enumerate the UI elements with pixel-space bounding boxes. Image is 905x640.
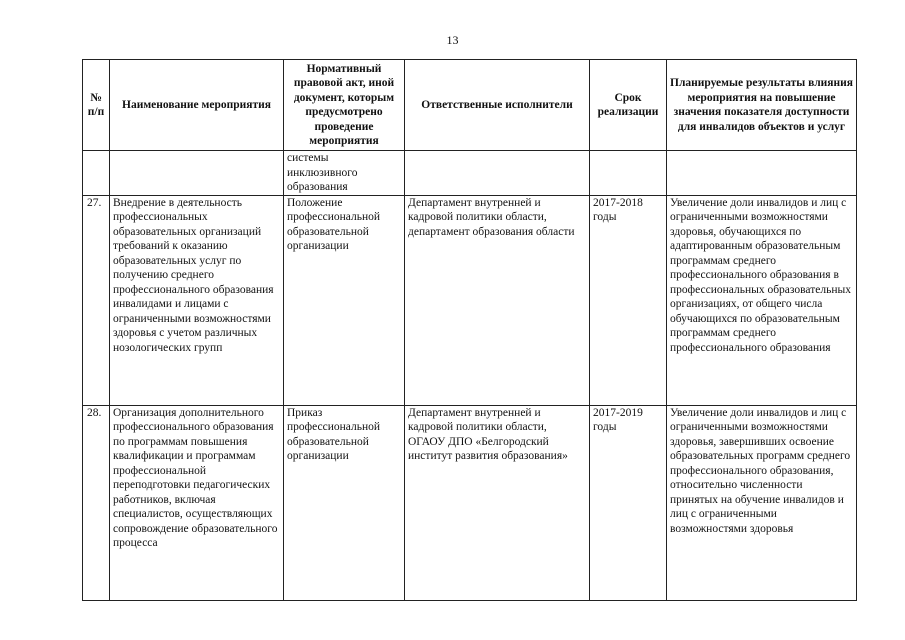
row-result: Увеличение доли инвалидов и лиц с ограниченными возможностями здоровья, обучающихся по адаптированным образовательным программам среднего профессионального образования в профессиональных образовательных организациях, от общего числа обучающихся по образовательным программам среднего профессионального образования — [667, 195, 857, 405]
cell-empty — [83, 151, 110, 196]
header-executors: Ответственные исполнители — [405, 60, 590, 151]
header-document: Нормативный правовой акт, иной документ, которым предусмотрено проведение мероприятия — [284, 60, 405, 151]
continuation-document: системы инклюзивного образования — [284, 151, 405, 196]
cell-empty — [590, 151, 667, 196]
page-number: 13 — [446, 33, 459, 47]
row-term: 2017-2019 годы — [590, 405, 667, 600]
header-term: Срок реализации — [590, 60, 667, 151]
row-result: Увеличение доли инвалидов и лиц с ограниченными возможностями здоровья, завершивших освоение образовательных программ среднего профессионального образования, относительно численности принятых на обучение инвалидов и лиц с ограниченными возможностями здоровья — [667, 405, 857, 600]
cell-empty — [405, 151, 590, 196]
header-name: Наименование мероприятия — [110, 60, 284, 151]
table-row — [83, 405, 857, 600]
header-number: № п/п — [83, 60, 110, 151]
table-row — [83, 195, 857, 405]
measures-table — [82, 59, 857, 601]
header-results: Планируемые результаты влияния мероприятия на повышение значения показателя доступности для инвалидов объектов и услуг — [667, 60, 857, 151]
row-document: Приказ профессиональной образовательной организации — [284, 405, 405, 600]
cell-empty — [667, 151, 857, 196]
row-name: Внедрение в деятельность профессиональных образовательных организаций требований к оказанию образовательных услуг по получению среднего профессионального образования инвалидами и лицами с ограниченными возможностями здоровья с учетом различных нозологических групп — [110, 195, 284, 405]
table-header-row — [83, 60, 857, 151]
cell-empty — [110, 151, 284, 196]
row-name: Организация дополнительного профессионального образования по программам повышения квалификации и программам профессиональной переподготовки педагогических работников, включая специалистов, осуществляющих сопровождение образовательного процесса — [110, 405, 284, 600]
continuation-row — [83, 151, 857, 196]
row-document: Положение профессиональной образовательной организации — [284, 195, 405, 405]
row-term: 2017-2018 годы — [590, 195, 667, 405]
row-executors: Департамент внутренней и кадровой политики области, ОГАОУ ДПО «Белгородский институт развития образования» — [405, 405, 590, 600]
row-number: 27. — [83, 195, 110, 405]
row-executors: Департамент внутренней и кадровой политики области, департамент образования области — [405, 195, 590, 405]
row-number: 28. — [83, 405, 110, 600]
